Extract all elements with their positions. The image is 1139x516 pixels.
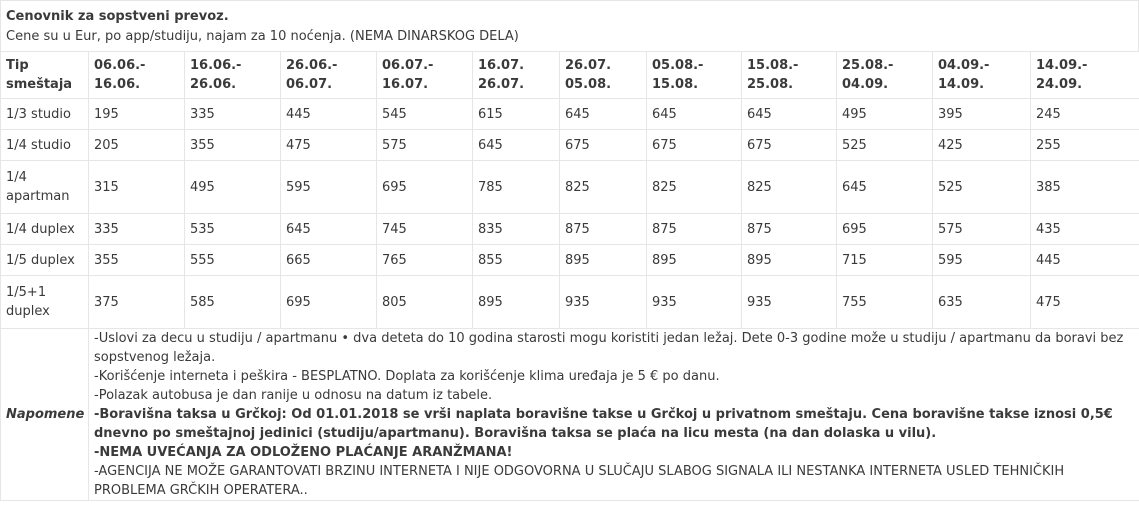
- notes-content: [89, 329, 1139, 501]
- accommodation-type-text: 1/4: [6, 170, 27, 185]
- price-cell: 635: [933, 276, 1031, 329]
- price-cell: 895: [560, 245, 647, 276]
- period-start: 25.08.-: [842, 58, 894, 73]
- accommodation-type-cell: [1, 161, 89, 214]
- period-end: 25.08.: [747, 77, 794, 92]
- period-end: 24.09.: [1036, 77, 1083, 92]
- price-cell: 245: [1031, 99, 1139, 130]
- period-end: 16.06.: [94, 77, 141, 92]
- price-cell: 675: [742, 130, 837, 161]
- note-line: -Uslovi za decu u studiju / apartmanu • dva deteta do 10 godina starosti mogu koristiti jedan ležaj. Dete 0-3 godine može u studiju / apartmanu da boravi bez sopstvenog ležaja.: [94, 331, 1124, 365]
- price-cell: 935: [560, 276, 647, 329]
- price-cell: 745: [377, 214, 473, 245]
- price-cell: 895: [473, 276, 560, 329]
- accommodation-type-text: 1/5 duplex: [6, 252, 75, 268]
- price-cell: 355: [89, 245, 185, 276]
- header-cell-period: [281, 52, 377, 99]
- header-type-line1: Tip: [6, 58, 29, 73]
- table-row: [1, 214, 1139, 245]
- period-start: 26.06.-: [286, 58, 338, 73]
- price-cell: 255: [1031, 130, 1139, 161]
- accommodation-type-cell: [1, 99, 89, 130]
- price-cell: 585: [185, 276, 281, 329]
- period-start: 16.06.-: [190, 58, 242, 73]
- period-end: 14.09.: [938, 77, 985, 92]
- header-type-line2: smeštaja: [6, 77, 73, 92]
- price-cell: 875: [647, 214, 742, 245]
- accommodation-type-cell: [1, 214, 89, 245]
- price-cell: 895: [647, 245, 742, 276]
- period-end: 26.07.: [478, 77, 525, 92]
- price-cell: 825: [560, 161, 647, 214]
- price-cell: 335: [185, 99, 281, 130]
- accommodation-type-cell: [1, 130, 89, 161]
- price-cell: 495: [185, 161, 281, 214]
- price-cell: 575: [933, 214, 1031, 245]
- table-row: [1, 276, 1139, 329]
- accommodation-type-text: duplex: [6, 304, 50, 319]
- price-cell: 785: [473, 161, 560, 214]
- accommodation-type-text: 1/4 duplex: [6, 221, 75, 237]
- price-cell: 805: [377, 276, 473, 329]
- accommodation-type-cell: [1, 276, 89, 329]
- price-cell: 595: [281, 161, 377, 214]
- notes-label: Napomene: [1, 329, 89, 501]
- price-cell: 375: [89, 276, 185, 329]
- price-cell: 535: [185, 214, 281, 245]
- price-cell: 335: [89, 214, 185, 245]
- period-start: 26.07.: [565, 58, 612, 73]
- period-end: 15.08.: [652, 77, 699, 92]
- table-row: [1, 99, 1139, 130]
- period-end: 26.06.: [190, 77, 237, 92]
- price-cell: 895: [742, 245, 837, 276]
- price-cell: 935: [647, 276, 742, 329]
- price-cell: 645: [473, 130, 560, 161]
- period-start: 14.09.-: [1036, 58, 1088, 73]
- period-start: 16.07.: [478, 58, 525, 73]
- price-cell: 645: [742, 99, 837, 130]
- header-cell-period: [377, 52, 473, 99]
- period-start: 04.09.-: [938, 58, 990, 73]
- header-cell-period: [933, 52, 1031, 99]
- price-cell: 835: [473, 214, 560, 245]
- price-cell: 205: [89, 130, 185, 161]
- price-cell: 645: [647, 99, 742, 130]
- price-cell: 645: [560, 99, 647, 130]
- price-cell: 675: [647, 130, 742, 161]
- price-cell: 765: [377, 245, 473, 276]
- price-table-body: [1, 99, 1139, 329]
- note-line: -Boravišna taksa u Grčkoj: Od 01.01.2018 se vrši naplata boravišne takse u Grčkoj u privatnom smeštaju. Cena boravišne takse iznosi 0,5€ dnevno po smeštajnoj jedinici (studiju/apartmanu). Boravišna taksa se plaća na licu mesta (na dan dolaska u vilu).: [94, 407, 1113, 441]
- header-cell-period: [89, 52, 185, 99]
- price-cell: 425: [933, 130, 1031, 161]
- header-cell-period: [837, 52, 933, 99]
- note-line: -Polazak autobusa je dan ranije u odnosu na datum iz tabele.: [94, 388, 493, 403]
- price-cell: 695: [377, 161, 473, 214]
- price-list-title: Cenovnik za sopstveni prevoz.: [6, 9, 229, 24]
- price-cell: 575: [377, 130, 473, 161]
- price-cell: 645: [837, 161, 933, 214]
- header-cell-period: [473, 52, 560, 99]
- table-header-row: [1, 52, 1139, 99]
- price-cell: 525: [837, 130, 933, 161]
- header-cell-period: [742, 52, 837, 99]
- price-cell: 555: [185, 245, 281, 276]
- price-cell: 445: [281, 99, 377, 130]
- note-line: -NEMA UVEĆANJA ZA ODLOŽENO PLAĆANJE ARANŽMANA!: [94, 445, 513, 460]
- price-cell: 495: [837, 99, 933, 130]
- period-start: 06.06.-: [94, 58, 146, 73]
- price-cell: 475: [1031, 276, 1139, 329]
- price-cell: 525: [933, 161, 1031, 214]
- price-cell: 645: [281, 214, 377, 245]
- price-cell: 825: [647, 161, 742, 214]
- price-list-header: [0, 0, 1139, 51]
- price-cell: 695: [281, 276, 377, 329]
- price-cell: 195: [89, 99, 185, 130]
- note-line: -AGENCIJA NE MOŽE GARANTOVATI BRZINU INTERNETA I NIJE ODGOVORNA U SLUČAJU SLABOG SIGNALA ILI NESTANKA INTERNETA USLED TEHNIČKIH PROBLEMA GRČKIH OPERATERA..: [94, 464, 1065, 498]
- price-cell: 825: [742, 161, 837, 214]
- table-row: [1, 161, 1139, 214]
- period-start: 06.07.-: [382, 58, 434, 73]
- price-table: [0, 51, 1139, 501]
- price-cell: 875: [742, 214, 837, 245]
- table-row: [1, 245, 1139, 276]
- accommodation-type-text: 1/4 studio: [6, 137, 71, 153]
- period-start: 15.08.-: [747, 58, 799, 73]
- price-cell: 395: [933, 99, 1031, 130]
- price-cell: 385: [1031, 161, 1139, 214]
- price-cell: 675: [560, 130, 647, 161]
- header-cell-period: [185, 52, 281, 99]
- header-cell-period: [560, 52, 647, 99]
- accommodation-type-cell: [1, 245, 89, 276]
- period-end: 16.07.: [382, 77, 429, 92]
- header-cell-period: [1031, 52, 1139, 99]
- period-start: 05.08.-: [652, 58, 704, 73]
- accommodation-type-text: 1/5+1: [6, 285, 47, 300]
- price-cell: 355: [185, 130, 281, 161]
- price-cell: 875: [560, 214, 647, 245]
- price-cell: 435: [1031, 214, 1139, 245]
- price-cell: 445: [1031, 245, 1139, 276]
- price-cell: 595: [933, 245, 1031, 276]
- price-cell: 665: [281, 245, 377, 276]
- price-cell: 855: [473, 245, 560, 276]
- price-cell: 315: [89, 161, 185, 214]
- price-cell: 715: [837, 245, 933, 276]
- table-row: [1, 130, 1139, 161]
- notes-row: [1, 329, 1139, 501]
- price-list-subtitle: Cene su u Eur, po app/studiju, najam za 10 noćenja. (NEMA DINARSKOG DELA): [6, 29, 519, 44]
- header-cell-period: [647, 52, 742, 99]
- price-cell: 695: [837, 214, 933, 245]
- price-cell: 615: [473, 99, 560, 130]
- price-cell: 755: [837, 276, 933, 329]
- note-line: -Korišćenje interneta i peškira - BESPLATNO. Doplata za korišćenje klima uređaja je 5 € po danu.: [94, 369, 720, 384]
- price-cell: 475: [281, 130, 377, 161]
- period-end: 06.07.: [286, 77, 333, 92]
- period-end: 04.09.: [842, 77, 889, 92]
- price-cell: 935: [742, 276, 837, 329]
- period-end: 05.08.: [565, 77, 612, 92]
- price-cell: 545: [377, 99, 473, 130]
- accommodation-type-text: 1/3 studio: [6, 106, 71, 122]
- accommodation-type-text: apartman: [6, 189, 70, 204]
- header-cell-type: [1, 52, 89, 99]
